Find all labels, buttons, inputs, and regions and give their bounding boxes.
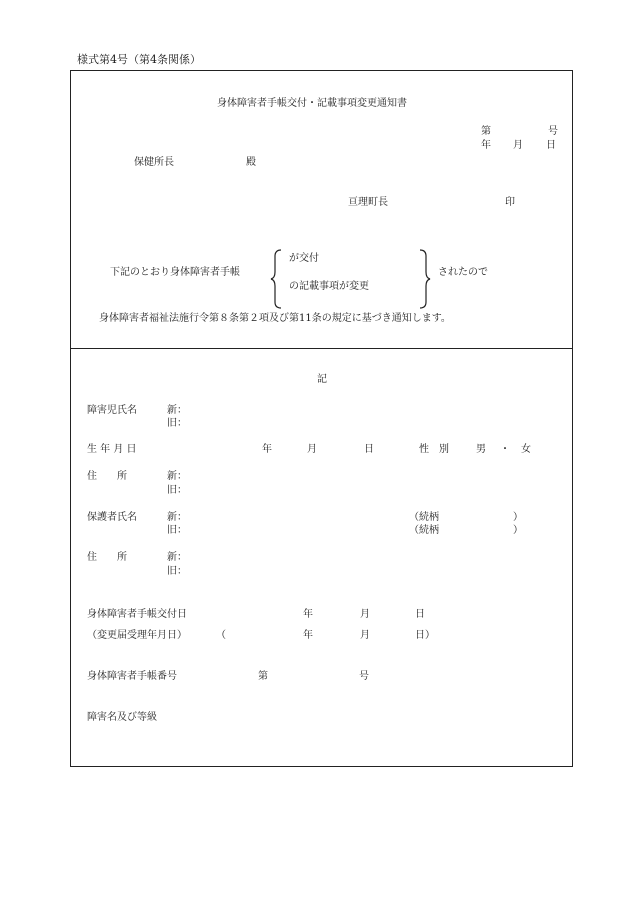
child-name-new: 新： [167, 405, 187, 416]
card-number-dai: 第 [258, 671, 268, 682]
change-date-label: （変更届受理年月日） [87, 630, 187, 641]
sex-label: 性 別 [419, 444, 449, 455]
address-label: 住 所 [87, 471, 127, 482]
addressee-honorific: 殿 [246, 157, 256, 168]
relation-open-new: （続柄 [409, 512, 439, 523]
change-year: 年 [303, 630, 313, 641]
issue-date-label: 身体障害者手帳交付日 [87, 609, 187, 620]
address-new: 新： [167, 471, 187, 482]
doc-number-dai: 第 [481, 126, 491, 137]
right-brace [418, 248, 432, 310]
seal-mark: 印 [505, 197, 515, 208]
change-date-open-paren: （ [216, 630, 226, 641]
guardian-address-new: 新： [167, 552, 187, 563]
guardian-name-label: 保護者氏名 [87, 512, 137, 523]
birthdate-label: 生 年 月 日 [87, 444, 137, 455]
guardian-name-old: 旧： [167, 525, 187, 536]
issue-day: 日 [415, 609, 425, 620]
relation-open-old: （続柄 [409, 525, 439, 536]
change-month: 月 [360, 630, 370, 641]
form-number: 様式第4号（第4条関係） [77, 53, 201, 66]
sex-separator: ・ [500, 444, 510, 455]
notice-tail: されたので [438, 267, 488, 278]
birth-month: 月 [307, 444, 317, 455]
birth-day: 日 [364, 444, 374, 455]
notice-legal-basis: 身体障害者福祉法施行令第８条第２項及び第11条の規定に基づき通知します。 [99, 313, 451, 324]
form-frame [70, 70, 573, 767]
sender-title: 亘理町長 [348, 197, 388, 208]
notice-lead: 下記のとおり身体障害者手帳 [110, 267, 240, 278]
child-name-old: 旧： [167, 418, 187, 429]
card-number-label: 身体障害者手帳番号 [87, 671, 177, 682]
notice-option-changed: の記載事項が変更 [289, 281, 369, 292]
guardian-address-label: 住 所 [87, 552, 127, 563]
guardian-address-old: 旧： [167, 566, 187, 577]
date-year: 年 [481, 140, 491, 151]
notice-option-issued: が交付 [289, 253, 319, 264]
ki-heading: 記 [317, 374, 327, 385]
section-divider [70, 348, 573, 349]
doc-number-go: 号 [548, 126, 558, 137]
document-title: 身体障害者手帳交付・記載事項変更通知書 [217, 98, 407, 109]
relation-close-new: ） [513, 512, 523, 523]
sex-female: 女 [521, 444, 531, 455]
relation-close-old: ） [513, 525, 523, 536]
disability-grade-label: 障害名及び等級 [87, 712, 157, 723]
addressee-office: 保健所長 [134, 157, 174, 168]
left-brace [269, 248, 283, 310]
date-month: 月 [513, 140, 523, 151]
birth-year: 年 [262, 444, 272, 455]
date-day: 日 [546, 140, 556, 151]
guardian-name-new: 新： [167, 512, 187, 523]
child-name-label: 障害児氏名 [87, 405, 137, 416]
change-day: 日） [415, 630, 435, 641]
address-old: 旧： [167, 485, 187, 496]
card-number-go: 号 [359, 671, 369, 682]
issue-month: 月 [360, 609, 370, 620]
sex-male: 男 [476, 444, 486, 455]
issue-year: 年 [303, 609, 313, 620]
